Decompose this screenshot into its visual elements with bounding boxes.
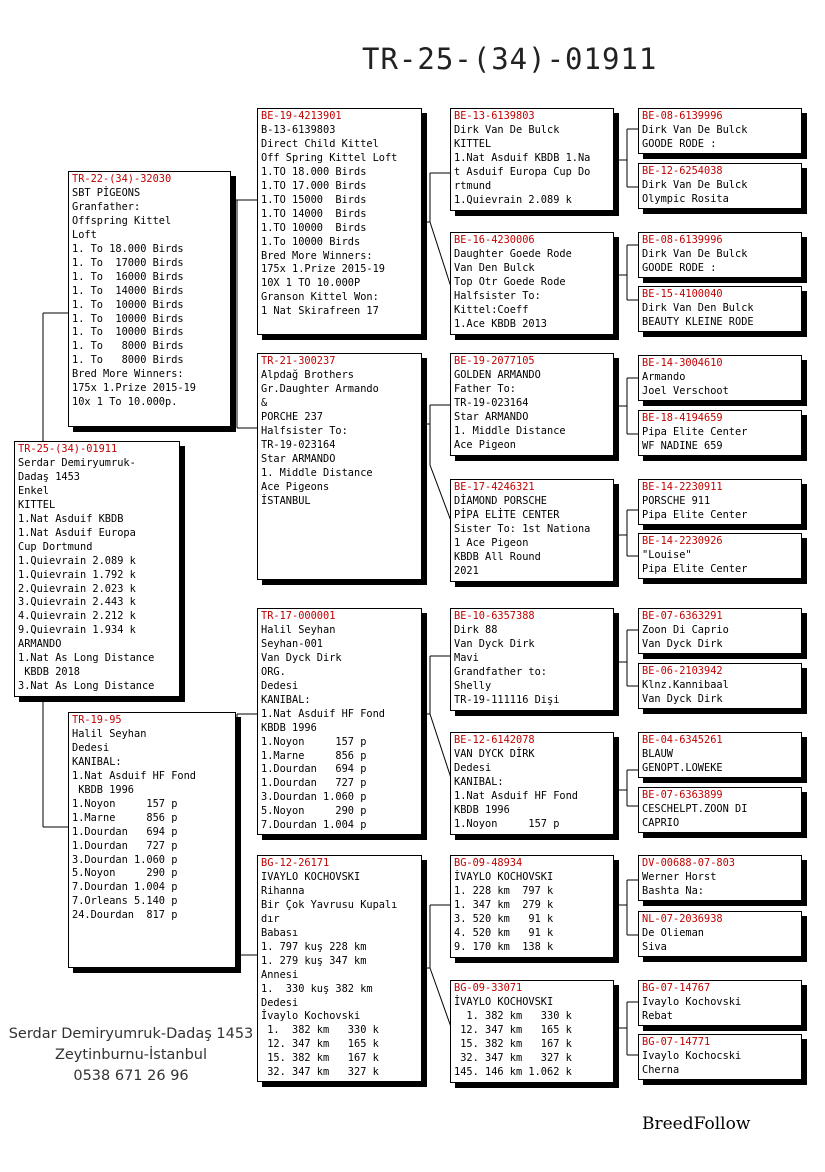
pigeon-info-line: 7.Dourdan 1.004 p — [72, 881, 178, 894]
pigeon-card-g4-15 — [638, 1034, 802, 1080]
pigeon-info-line: 1. 330 kuş 382 km — [261, 982, 373, 995]
pigeon-info-line: 1.To 10000 Birds — [261, 235, 361, 248]
pigeon-card-dsd — [450, 732, 614, 835]
pigeon-info-line: KBDB 1996 — [72, 783, 134, 796]
ring-number: TR-21-300237 — [261, 355, 336, 367]
pigeon-info-line: GOLDEN ARMANDO — [454, 368, 541, 381]
pigeon-info-line: Pipa Elite Center — [642, 562, 748, 575]
ring-number: DV-00688-07-803 — [642, 857, 735, 869]
pigeon-info-line: Cup Dortmund — [18, 540, 93, 553]
pigeon-info-line: 1. To 10000 Birds — [72, 326, 184, 339]
pigeon-info-line: 1.Nat Asduif HF Fond — [261, 707, 385, 720]
pigeon-info-line: 3.Dourdan 1.060 p — [72, 853, 178, 866]
pigeon-info-line: 1.Nat Asduif Europa — [18, 526, 136, 539]
pigeon-info-line: Star ARMANDO — [454, 410, 529, 423]
pigeon-info-line: Siva — [642, 940, 667, 953]
ring-number: BE-10-6357388 — [454, 610, 535, 622]
pigeon-info-line: 3.Quievrain 2.443 k — [18, 596, 136, 609]
pigeon-info-line: 3. 520 km 91 k — [454, 912, 554, 925]
pigeon-info-line: 1. To 16000 Birds — [72, 270, 184, 283]
ring-number: BE-19-2077105 — [454, 355, 535, 367]
pigeon-info-line: t Asduif Europa Cup Do — [454, 165, 591, 178]
pigeon-card-g4-13 — [638, 911, 802, 957]
pigeon-info-line: 1.Nat Asduif HF Fond — [454, 789, 578, 802]
pigeon-info-line: Granfather: — [72, 200, 141, 213]
pigeon-info-line: 1.Noyon 157 p — [72, 797, 178, 810]
pigeon-info-line: DİAMOND PORSCHE — [454, 494, 547, 507]
pigeon-info-line: ORG. — [261, 665, 286, 678]
pigeon-info-line: Annesi — [261, 968, 299, 981]
ring-number: TR-17-000001 — [261, 610, 336, 622]
ring-number: BE-14-2230926 — [642, 535, 723, 547]
pigeon-info-line: 2.Quievrain 2.023 k — [18, 582, 136, 595]
pigeon-info-line: Bashta Na: — [642, 884, 704, 897]
owner-contact — [0, 1024, 262, 1087]
pigeon-card-g4-7 — [638, 533, 802, 579]
pigeon-info-line: Ace Pigeon — [454, 438, 516, 451]
pigeon-info-line: Gr.Daughter Armando — [261, 382, 379, 395]
pigeon-info-line: 1 Ace Pigeon — [454, 536, 529, 549]
pigeon-card-sdd — [450, 479, 614, 582]
pigeon-info-line: İVAYLO KOCHOVSKI — [454, 995, 554, 1008]
ring-number: BE-08-6139996 — [642, 234, 723, 246]
pigeon-info-line: PİPA ELİTE CENTER — [454, 508, 560, 521]
pigeon-info-line: Shelly — [454, 679, 492, 692]
pigeon-info-line: Father To: — [454, 382, 516, 395]
pigeon-info-line: Offspring Kittel — [72, 214, 172, 227]
pigeon-info-line: Alpdağ Brothers — [261, 368, 354, 381]
pigeon-info-line: KBDB 1996 — [454, 803, 510, 816]
pigeon-card-dam — [68, 712, 236, 968]
pigeon-info-line: 3.Dourdan 1.060 p — [261, 791, 367, 804]
pigeon-info-line: 1.Dourdan 727 p — [261, 777, 367, 790]
pigeon-info-line: 1. To 10000 Birds — [72, 312, 184, 325]
pigeon-info-line: Van Dyck Dirk — [454, 637, 535, 650]
pigeon-info-line: 32. 347 km 327 k — [454, 1051, 572, 1064]
ring-number: BE-12-6254038 — [642, 165, 723, 177]
ring-number: BG-09-48934 — [454, 857, 523, 869]
pigeon-card-sire-sire — [257, 108, 422, 335]
pigeon-info-line: Dedesi — [261, 996, 299, 1009]
pigeon-info-line: 1. To 14000 Birds — [72, 284, 184, 297]
ring-number: BE-14-2230911 — [642, 481, 723, 493]
pigeon-info-line: Loft — [72, 228, 97, 241]
pigeon-card-sire-dam — [257, 353, 422, 580]
pigeon-info-line: 1.Ace KBDB 2013 — [454, 317, 547, 330]
pigeon-info-line: Dirk Van De Bulck — [642, 123, 748, 136]
pigeon-info-line: dır — [261, 912, 280, 925]
pigeon-info-line: TR-19-023164 — [454, 396, 529, 409]
ring-number: TR-25-(34)-01911 — [18, 443, 118, 455]
pigeon-info-line: KBDB All Round — [454, 550, 541, 563]
pigeon-info-line: Halil Seyhan — [261, 623, 336, 636]
pigeon-info-line: Dadaş 1453 — [18, 470, 80, 483]
pigeon-info-line: KBDB 2018 — [18, 666, 80, 679]
ring-number: BE-19-4213901 — [261, 110, 342, 122]
pigeon-info-line: Halfsister To: — [454, 289, 541, 302]
owner-name: Serdar Demiryumruk-Dadaş 1453 — [8, 1026, 254, 1042]
pigeon-info-line: Rebat — [642, 1009, 673, 1022]
pigeon-info-line: Direct Child Kittel — [261, 137, 379, 150]
ring-number: BE-13-6139803 — [454, 110, 535, 122]
ring-number: BE-14-3004610 — [642, 357, 723, 369]
ring-number: BG-07-14767 — [642, 982, 711, 994]
ring-number: NL-07-2036938 — [642, 913, 723, 925]
pigeon-info-line: 7.Dourdan 1.004 p — [261, 819, 367, 832]
pigeon-info-line: Top Otr Goede Rode — [454, 275, 566, 288]
pigeon-info-line: KBDB 1996 — [261, 721, 317, 734]
pigeon-info-line: Ivaylo Kochocski — [642, 1049, 742, 1062]
pigeon-info-line: İVAYLO KOCHOVSKI — [454, 870, 554, 883]
pigeon-card-g4-14 — [638, 980, 802, 1026]
pigeon-info-line: Van Den Bulck — [454, 261, 535, 274]
pigeon-info-line: & — [261, 396, 268, 409]
pigeon-info-line: 12. 347 km 165 k — [261, 1038, 379, 1051]
ring-number: BE-15-4100040 — [642, 288, 723, 300]
pigeon-info-line: Sister To: 1st Nationa — [454, 522, 591, 535]
pigeon-info-line: Bir Çok Yavrusu Kupalı — [261, 898, 398, 911]
pigeon-info-line: Cherna — [642, 1063, 680, 1076]
pigeon-info-line: 1.Dourdan 694 p — [72, 825, 178, 838]
pigeon-info-line: 5.Noyon 290 p — [261, 805, 367, 818]
pigeon-info-line: BEAUTY KLEINE RODE — [642, 315, 754, 328]
pigeon-info-line: B-13-6139803 — [261, 123, 336, 136]
pigeon-info-line: 1. To 8000 Birds — [72, 354, 184, 367]
pigeon-info-line: 1. To 18.000 Birds — [72, 242, 184, 255]
pigeon-info-line: rtmund — [454, 179, 492, 192]
pigeon-info-line: GOODE RODE : — [642, 137, 717, 150]
pigeon-info-line: 1.Dourdan 727 p — [72, 839, 178, 852]
pigeon-info-line: 10x 1 To 10.000p. — [72, 396, 178, 409]
ring-number: BE-12-6142078 — [454, 734, 535, 746]
pigeon-info-line: 1.Noyon 157 p — [261, 735, 367, 748]
ring-number: BE-17-4246321 — [454, 481, 535, 493]
pigeon-info-line: İvaylo Kochovski — [261, 1010, 361, 1023]
pigeon-info-line: 15. 382 km 167 k — [261, 1052, 379, 1065]
pigeon-card-ssd — [450, 232, 614, 335]
pigeon-info-line: Olympic Rosita — [642, 192, 729, 205]
pigeon-info-line: Off Spring Kittel Loft — [261, 151, 398, 164]
pigeon-info-line: Dirk Van De Bulck — [642, 247, 748, 260]
pigeon-info-line: GOODE RODE : — [642, 261, 717, 274]
pigeon-info-line: Dedesi — [454, 761, 492, 774]
pigeon-info-line: 1.TO 15000 Birds — [261, 193, 367, 206]
pigeon-info-line: CAPRIO — [642, 816, 680, 829]
ring-number: BE-04-6345261 — [642, 734, 723, 746]
ring-number: TR-22-(34)-32030 — [72, 173, 172, 185]
brand-logo: BreedFollow — [642, 1114, 751, 1134]
pigeon-info-line: Dirk 88 — [454, 623, 498, 636]
pigeon-info-line: 32. 347 km 327 k — [261, 1066, 379, 1079]
pigeon-info-line: 4.Quievrain 2.212 k — [18, 610, 136, 623]
pigeon-card-g4-0 — [638, 108, 802, 154]
pigeon-info-line: Van Dyck Dirk — [642, 692, 723, 705]
pigeon-info-line: 1.Nat As Long Distance — [18, 652, 155, 665]
pigeon-info-line: 1. To 10000 Birds — [72, 298, 184, 311]
pigeon-info-line: Pipa Elite Center — [642, 508, 748, 521]
pigeon-info-line: SBT PİGEONS — [72, 186, 141, 199]
pigeon-info-line: 10X 1 TO 10.000P — [261, 277, 361, 290]
pigeon-info-line: 1.Quievrain 2.089 k — [18, 554, 136, 567]
pigeon-info-line: Ivaylo Kochovski — [642, 995, 742, 1008]
pigeon-info-line: 1.TO 10000 Birds — [261, 221, 367, 234]
pigeon-info-line: 1.TO 18.000 Birds — [261, 165, 367, 178]
pigeon-info-line: Van Dyck Dirk — [261, 651, 342, 664]
pigeon-card-g4-12 — [638, 855, 802, 901]
pigeon-info-line: TR-19-111116 Dişi — [454, 693, 560, 706]
pigeon-info-line: Enkel — [18, 484, 49, 497]
pigeon-info-line: Dirk Van De Bulck — [642, 178, 748, 191]
ring-number: BE-18-4194659 — [642, 412, 723, 424]
pigeon-info-line: VAN DYCK DİRK — [454, 747, 535, 760]
pigeon-info-line: De Olieman — [642, 926, 704, 939]
pigeon-info-line: 1.Quievrain 2.089 k — [454, 193, 572, 206]
pigeon-info-line: 1.TO 14000 Birds — [261, 207, 367, 220]
owner-location: Zeytinburnu-İstanbul — [54, 1047, 208, 1063]
pigeon-info-line: Klnz.Kannibaal — [642, 678, 729, 691]
pigeon-card-dds — [450, 855, 614, 958]
pigeon-card-sss — [450, 108, 614, 211]
pigeon-card-g4-9 — [638, 663, 802, 709]
pigeon-info-line: Bred More Winners: — [261, 249, 373, 262]
pigeon-info-line: 1. Middle Distance — [261, 466, 373, 479]
pigeon-card-dss — [450, 608, 614, 711]
pigeon-info-line: KANIBAL: — [454, 775, 504, 788]
ring-number: TR-19-95 — [72, 714, 122, 726]
ring-number: BE-07-6363899 — [642, 789, 723, 801]
pigeon-info-line: PORCHE 237 — [261, 410, 323, 423]
pigeon-info-line: Star ARMANDO — [261, 452, 336, 465]
owner-phone: 0538 671 26 96 — [73, 1068, 189, 1084]
pigeon-info-line: Dedesi — [72, 741, 110, 754]
pigeon-info-line: 7.Orleans 5.140 p — [72, 895, 178, 908]
pigeon-info-line: Ace Pigeons — [261, 480, 330, 493]
pigeon-info-line: CESCHELPT.ZOON DI — [642, 802, 748, 815]
pigeon-card-dam-dam — [257, 855, 422, 1082]
pigeon-info-line: 1.Nat Asduif KBDB — [18, 512, 124, 525]
pigeon-card-g4-3 — [638, 286, 802, 332]
pigeon-info-line: Daughter Goede Rode — [454, 247, 572, 260]
pigeon-info-line: 175x 1.Prize 2015-19 — [261, 263, 385, 276]
pigeon-info-line: 12. 347 km 165 k — [454, 1023, 572, 1036]
pigeon-info-line: Dirk Van Den Bulck — [642, 301, 754, 314]
pigeon-info-line: BLAUW — [642, 747, 673, 760]
pigeon-card-dam-sire — [257, 608, 422, 835]
ring-number: BE-06-2103942 — [642, 665, 723, 677]
pigeon-card-g4-10 — [638, 732, 802, 778]
pigeon-info-line: Joel Verschoot — [642, 384, 729, 397]
pigeon-card-ddd — [450, 980, 614, 1083]
pigeon-info-line: 1 Nat Skirafreen 17 — [261, 305, 379, 318]
pigeon-info-line: WF NADINE 659 — [642, 439, 723, 452]
pigeon-info-line: 145. 146 km 1.062 k — [454, 1065, 572, 1078]
pigeon-info-line: 3.Nat As Long Distance — [18, 680, 155, 693]
pigeon-info-line: 1. 279 kuş 347 km — [261, 954, 367, 967]
pigeon-info-line: 2021 — [454, 564, 479, 577]
pigeon-info-line: KANIBAL: — [261, 693, 311, 706]
pigeon-info-line: Granson Kittel Won: — [261, 291, 379, 304]
pigeon-info-line: 15. 382 km 167 k — [454, 1037, 572, 1050]
pigeon-info-line: Grandfather to: — [454, 665, 547, 678]
pigeon-info-line: 1. 382 km 330 k — [261, 1024, 379, 1037]
pigeon-card-g4-1 — [638, 163, 802, 209]
pigeon-info-line: 1. 797 kuş 228 km — [261, 940, 367, 953]
ring-number: BG-12-26171 — [261, 857, 330, 869]
pigeon-info-line: IVAYLO KOCHOVSKI — [261, 870, 361, 883]
pigeon-info-line: İSTANBUL — [261, 494, 311, 507]
pigeon-info-line: Pipa Elite Center — [642, 425, 748, 438]
pigeon-info-line: 5.Noyon 290 p — [72, 867, 178, 880]
pigeon-info-line: Halil Seyhan — [72, 727, 147, 740]
pigeon-info-line: Dirk Van De Bulck — [454, 123, 560, 136]
ring-number: BE-16-4230006 — [454, 234, 535, 246]
pigeon-info-line: KITTEL — [454, 137, 492, 150]
pigeon-card-g4-11 — [638, 787, 802, 833]
pigeon-info-line: Rihanna — [261, 884, 305, 897]
pigeon-info-line: KANIBAL: — [72, 755, 122, 768]
pigeon-info-line: 1.Nat Asduif HF Fond — [72, 769, 196, 782]
pigeon-card-sds — [450, 353, 614, 456]
pigeon-info-line: Werner Horst — [642, 870, 717, 883]
pigeon-info-line: Kittel:Coeff — [454, 303, 529, 316]
pigeon-info-line: 1.Noyon 157 p — [454, 817, 560, 830]
ring-number: BG-07-14771 — [642, 1036, 711, 1048]
pigeon-info-line: 175x 1.Prize 2015-19 — [72, 382, 196, 395]
pigeon-info-line: 1. Middle Distance — [454, 424, 566, 437]
pigeon-info-line: TR-19-023164 — [261, 438, 336, 451]
pigeon-info-line: Seyhan-001 — [261, 637, 323, 650]
pigeon-info-line: Serdar Demiryumruk- — [18, 456, 136, 469]
pigeon-info-line: Bred More Winners: — [72, 368, 184, 381]
pigeon-info-line: "Louise" — [642, 548, 692, 561]
pigeon-card-g4-2 — [638, 232, 802, 278]
pigeon-info-line: 1.TO 17.000 Birds — [261, 179, 367, 192]
ring-number: BE-08-6139996 — [642, 110, 723, 122]
pigeon-info-line: 9.Quievrain 1.934 k — [18, 624, 136, 637]
pigeon-info-line: 1.Marne 856 p — [261, 749, 367, 762]
pigeon-info-line: 4. 520 km 91 k — [454, 926, 554, 939]
ring-number: BE-07-6363291 — [642, 610, 723, 622]
pigeon-card-g4-4 — [638, 355, 802, 401]
pigeon-info-line: Dedesi — [261, 679, 299, 692]
pigeon-info-line: Zoon Di Caprio — [642, 623, 729, 636]
pigeon-info-line: GENOPT.LOWEKE — [642, 761, 723, 774]
pigeon-info-line: KITTEL — [18, 498, 56, 511]
pigeon-info-line: Halfsister To: — [261, 424, 348, 437]
pigeon-info-line: 1. 382 km 330 k — [454, 1009, 572, 1022]
pigeon-card-g4-5 — [638, 410, 802, 456]
pigeon-info-line: 9. 170 km 138 k — [454, 940, 554, 953]
pigeon-info-line: 24.Dourdan 817 p — [72, 909, 178, 922]
pigeon-info-line: Mavi — [454, 651, 479, 664]
pigeon-info-line: 1.Marne 856 p — [72, 811, 178, 824]
pigeon-card-g4-8 — [638, 608, 802, 654]
pigeon-info-line: 1.Dourdan 694 p — [261, 763, 367, 776]
pigeon-card-sire — [68, 171, 231, 427]
pigeon-info-line: Armando — [642, 370, 686, 383]
pigeon-info-line: Babası — [261, 926, 299, 939]
pigeon-info-line: 1. To 17000 Birds — [72, 256, 184, 269]
pigeon-card-g4-6 — [638, 479, 802, 525]
pigeon-info-line: 1. To 8000 Birds — [72, 340, 184, 353]
pigeon-info-line: 1.Nat Asduif KBDB 1.Na — [454, 151, 591, 164]
pigeon-info-line: ARMANDO — [18, 638, 62, 651]
ring-number: BG-09-33071 — [454, 982, 523, 994]
pedigree-title: TR-25-(34)-01911 — [362, 42, 658, 76]
pigeon-info-line: 1. 347 km 279 k — [454, 898, 554, 911]
pigeon-info-line: PORSCHE 911 — [642, 494, 711, 507]
pigeon-info-line: 1. 228 km 797 k — [454, 884, 554, 897]
pigeon-card-subject — [14, 441, 180, 697]
pigeon-info-line: Van Dyck Dirk — [642, 637, 723, 650]
pigeon-info-line: 1.Quievrain 1.792 k — [18, 568, 136, 581]
